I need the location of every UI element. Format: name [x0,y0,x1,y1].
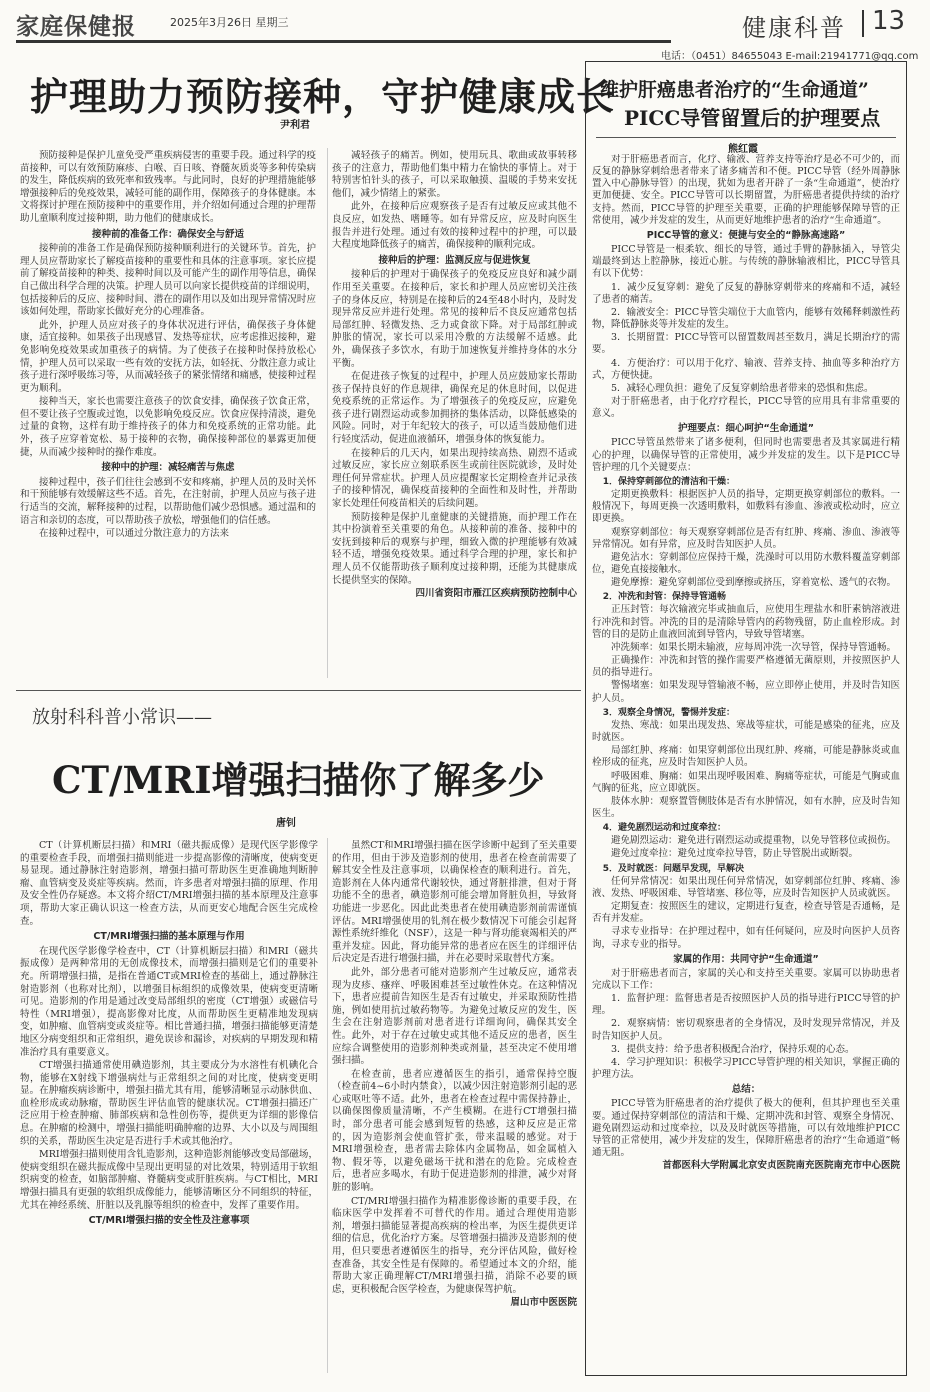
paragraph: 正压封管：每次输液完毕或抽血后，应使用生理盐水和肝素钠溶液进行冲洗和封管。冲洗的目的是清除导管内的药物残留，防止血栓形成。封管的目的是防止血液回流到导管内，导致导管堵塞。 [592,604,900,640]
paragraph: 接种后的护理对于确保孩子的免疫反应良好和减少副作用至关重要。在接种后，家长和护理人员应密切关注孩子的身体反应，特别是在接种后的24至48小时内，及时发现异常反应并进行处理。常见的接种后不良反应通常包括局部红肿、轻微发热、乏力或食欲下降。对于局部红肿或肿胀的情况，家长可以采用冷敷的方法缓解不适感。此外，确保孩子多饮水，有助于加速恢复并维持身体的水分平衡。 [332,269,577,369]
paragraph: 避免过度牵拉：避免过度牵拉导管，防止导管脱出或断裂。 [611,848,859,860]
paragraph: 寻求专业指导：在护理过程中，如有任何疑问，应及时向医护人员咨询，寻求专业的指导。 [592,926,900,950]
subheading: 接种前的准备工作：确保安全与舒适 [91,228,244,240]
contact-line: 电话：（0451）84655043 E-mail:21941771@qq.com [661,51,919,62]
paragraph: 任何异常情况：如果出现任何异常情况，如穿刺部位红肿、疼痛、渗液、发热、呼吸困难、导管堵塞、移位等，应及时告知医护人员或就医。 [592,875,900,899]
paragraph: MRI增强扫描则使用含钆造影剂，这种造影剂能够改变局部磁场，使病变组织在磁共振成像中呈现出更明显的对比效果，特别适用于软组织病变的检查，如脑部肿瘤、脊髓病变或肝脏疾病。与CT相比，MRI增强扫描具有更强的软组织成像能力，能够清晰区分不同组织的特征，尤其在神经系统、肝脏以及乳腺等组织的检查中，发挥了重要作用。 [20,1149,318,1211]
numbered-item: 2．观察病情：密切观察患者的全身情况，及时发现异常情况，并及时告知医护人员。 [592,1018,900,1042]
paragraph: 在接种过程中，可以通过分散注意力的方法来 [39,528,230,540]
numbered-item: 3．长期留置：PICC导管可以留置数周甚至数月，满足长期治疗的需要。 [592,332,900,356]
paragraph: 冲洗频率：如果长期未输液，应每周冲洗一次导管，保持导管通畅。 [611,641,897,653]
article1-title: 护理助力预防接种，守护健康成长 [30,74,616,119]
paragraph: 在现代医学影像学检查中，CT（计算机断层扫描）和MRI（磁共振成像）是两种常用的无创成像技术，而增强扫描则是它们的重要补充。所谓增强扫描，是指在普通CT或MRI检查的基础上，通过静脉注射造影剂（也称对比剂），以增强目标组织的成像效果，使病变更清晰可见。造影剂的作用是通过改变局部组织的密度（CT增强）或磁信号特性（MRI增强），提高影像对比度，从而帮助医生更精准地发现病变，如肿瘤、血管病变或炎症等。相比普通扫描，增强扫描能够更清楚地区分病变组织和正常组织，避免误诊和漏诊，对疾病的早期发现和精准治疗具有重要意义。 [20,945,318,1058]
paragraph: 此外，在接种后应观察孩子是否有过敏反应或其他不良反应，如发热、嗜睡等。如有异常反应，应及时向医生报告并进行处理。通过有效的接种过程中的护理，可以最大程度地降低孩子的痛苦，确保接种的顺利完成。 [332,201,577,251]
paragraph: 呼吸困难、胸痛：如果出现呼吸困难、胸痛等症状，可能是气胸或血气胸的征兆，应立即就医。 [592,770,900,794]
numbered-item: 1．减少反复穿刺：避免了反复的静脉穿刺带来的疼痛和不适，减轻了患者的痛苦。 [592,281,900,305]
column-divider [327,838,328,1373]
article3-title-line2: PICC导管留置后的护理要点 [624,106,881,130]
paragraph: 避免摩擦：避免穿刺部位受到摩擦或挤压，穿着宽松、透气的衣物。 [611,577,897,589]
paragraph: PICC导管虽然带来了诸多便利，但同时也需要患者及其家属进行精心的护理，以确保导管的正常使用，减少并发症的发生。以下是PICC导管护理的几个关键要点： [592,437,900,473]
numbered-item: 4．方便治疗：可以用于化疗、输液、营养支持、抽血等多种治疗方式，方便快捷。 [592,357,900,381]
subheading: 总结： [731,1084,761,1096]
numbered-item: 4．学习护理知识：积极学习PICC导管护理的相关知识，掌握正确的护理方法。 [592,1056,900,1081]
article2-author: 唐钊 [276,818,296,829]
paragraph: 此外，部分患者可能对造影剂产生过敏反应，通常表现为皮疹、瘙痒、呼吸困难甚至过敏性休克。在这种情况下，患者应提前告知医生是否有过敏史，并采取预防性措施，例如使用抗过敏药物等。为避免过敏反应的发生，医生会在注射造影剂前对患者进行详细询问，确保其安全性。此外，对于存在过敏史或其他不适反应的患者，医生应综合调整使用的造影剂种类或剂量，甚至决定不使用增强扫描。 [332,966,577,1067]
list-heading: 2．冲洗和封管：保持导管通畅 [602,592,727,603]
article1-column-2 [332,150,577,680]
masthead-rule [16,40,671,43]
column-divider [327,148,328,678]
article1-author: 尹利君 [280,120,310,131]
paragraph: 警惕堵塞：如果发现导管输液不畅，应立即停止使用，并及时告知医护人员。 [592,680,900,704]
paragraph: 减轻孩子的痛苦。例如，使用玩具、歌曲或故事转移孩子的注意力，帮助他们集中精力在愉快的事情上。对于特别害怕针头的孩子，可以采取触摸、温暖的手势来安抚他们，减少情绪上的紧张。 [332,150,577,199]
page-number: 13 [872,6,906,36]
article2-column-1 [20,840,318,1376]
list-heading: 4．避免剧烈运动和过度牵拉： [602,823,727,834]
paragraph: 定期更换敷料：根据医护人员的指导，定期更换穿刺部位的敷料。一般情况下，每周更换一次透明敷料，如敷料有渗血、渗液或松动时，应立即更换。 [592,489,900,525]
paragraph: CT/MRI增强扫描作为精准影像诊断的重要手段，在临床医学中发挥着不可替代的作用。通过合理使用造影剂，增强扫描能显著提高疾病的检出率，为医生提供更详细的信息，优化治疗方案。尽管增强扫描涉及造影剂的使用，但只要患者遵循医生的指导，充分评估风险，做好检查准备，其安全性是有保障的。希望通过本文的介绍，能帮助大家正确理解CT/MRI增强扫描，消除不必要的顾虑，更积极配合医学检查，为健康保驾护航。 [332,1195,577,1295]
subheading: PICC导管的意义：便捷与安全的“静脉高速路” [646,229,846,241]
subheading: 接种中的护理：减轻痛苦与焦虑 [101,462,235,474]
list-heading: 5．及时就医：问题早发现，早解决 [602,863,745,874]
section-name: 健康科普 [742,14,846,42]
paragraph: 虽然CT和MRI增强扫描在医学诊断中起到了至关重要的作用，但由于涉及造影剂的使用，患者在检查前需要了解其安全性及注意事项，以确保检查的顺利进行。首先，造影剂在人体内通常代谢较快，通过肾脏排泄，但对于肾功能不全的患者，碘造影剂可能会增加肾脏负担，导致肾功能进一步恶化。因此此类患者在使用碘造影剂前需谨慎评估。MRI增强使用的钆剂在极少数情况下可能会引起肾源性系统纤维化（NSF），这是一种与肾功能衰竭相关的严重并发症。因此，肾功能异常的患者应在医生的详细评估后决定是否进行增强扫描，并在必要时采取替代方案。 [332,840,577,965]
paragraph: 局部红肿、疼痛：如果穿刺部位出现红肿、疼痛，可能是静脉炎或血栓形成的征兆，应及时告知医护人员。 [592,745,900,769]
issue-date: 2025年3月26日 星期三 [170,16,289,29]
paper-name: 家庭保健报 [16,14,136,40]
numbered-item: 5．减轻心理负担：避免了反复穿刺给患者带来的恐惧和焦虑。 [611,382,874,394]
subheading: 接种后的护理：监测反应与促进恢复 [378,254,531,266]
article1-column-1 [20,150,316,680]
section-rule [16,690,581,691]
paragraph: 预防接种是保护儿童免受严重疾病侵害的重要手段。通过科学的疫苗接种，可以有效预防麻疹、白喉、百日咳、脊髓灰质炎等多种传染病的发生，降低疾病的致死率和致残率。与此同时，良好的护理措施能够增强接种后的免疫效果，减轻可能的副作用，保障孩子的身体健康。本文将探讨护理在预防接种中的重要作用，并介绍如何通过合理的护理帮助儿童顺利度过接种期，助力他们的健康成长。 [20,150,316,224]
subheading: CT/MRI增强扫描的安全性及注意事项 [88,1215,250,1227]
paragraph: 避免剧烈运动：避免进行剧烈运动或提重物，以免导管移位或损伤。 [611,835,897,847]
subheading: 护理要点：细心呵护“生命通道” [678,423,814,435]
paragraph: 接种前的准备工作是确保预防接种顺利进行的关键环节。首先，护理人员应帮助家长了解疫苗接种的重要性和具体的注意事项。家长应提前了解疫苗接种的种类、接种时间以及可能产生的副作用等信息，确保自己做出科学合理的决策。护理人员可以向家长提供疫苗的详细说明，包括接种后的反应、接种时间、潜在的副作用以及如出现异常情况时应该如何处理，帮助家长做好充分的心理准备。 [20,243,316,318]
numbered-item: 2．输液安全：PICC导管尖端位于大血管内，能够有效稀释刺激性药物，降低静脉炎等并发症的发生。 [592,306,900,331]
paragraph: CT（计算机断层扫描）和MRI（磁共振成像）是现代医学影像学的重要检查手段，而增强扫描则能进一步提高影像的清晰度，使病变更易显现。通过静脉注射造影剂，增强扫描可帮助医生更准确地判断肿瘤、血管病变及炎症等疾病。然而，许多患者对增强扫描的原理、作用及安全性仍存疑惑。本文将介绍CT/MRI增强扫描的基本原理及注意事项，帮助大家正确认识这一检查方法，从而更安心地配合医生完成检查。 [20,840,318,927]
paragraph: 预防接种是保护儿童健康的关键措施，而护理工作在其中扮演着至关重要的角色。从接种前的准备、接种中的安抚到接种后的观察与护理，细致入微的护理能够有效减轻不适，增强免疫效果。通过科学合理的护理，家长和护理人员不仅能帮助孩子顺利度过接种期，还能为其健康成长提供坚实的保障。 [332,511,577,586]
paragraph: 观察穿刺部位：每天观察穿刺部位是否有红肿、疼痛、渗血、渗液等异常情况。如有异常，应及时告知医护人员。 [592,526,900,550]
affiliation: 眉山市中医医院 [510,1297,577,1309]
affiliation: 首都医科大学附属北京安贞医院南充医院南充市中心医院 [662,1160,900,1172]
article2-title: CT/MRI增强扫描你了解多少 [52,758,545,802]
numbered-item: 1．监督护理：监督患者是否按照医护人员的指导进行PICC导管的护理。 [592,993,900,1017]
affiliation: 四川省资阳市雁江区疾病预防控制中心 [415,588,577,600]
paragraph: 肢体水肿：观察置管侧肢体是否有水肿情况，如有水肿，应及时告知医生。 [592,795,900,819]
article3-body [592,154,900,1370]
paragraph: 接种过程中，孩子们往往会感到不安和疼痛，护理人员的及时关怀和干预能够有效缓解这些不适。首先，在注射前，护理人员应与孩子进行适当的交流，解释接种的过程，以帮助他们减少恐惧感。通过温和的语言和亲切的态度，可以帮助孩子放松，增强他们的信任感。 [20,476,316,526]
masthead-divider [862,10,864,37]
paragraph: PICC导管是一根柔软、细长的导管，通过手臂的静脉插入，导管尖端最终到达上腔静脉，接近心脏。与传统的静脉输液相比，PICC导管具有以下优势： [592,244,900,280]
paragraph: 避免沾水：穿刺部位应保持干燥，洗澡时可以用防水敷料覆盖穿刺部位，避免直接接触水。 [592,551,900,575]
paragraph: 定期复查：按照医生的建议，定期进行复查，检查导管是否通畅，是否有并发症。 [592,901,900,925]
subheading: 家属的作用：共同守护“生命通道” [673,953,819,965]
article3-title-line1: 维护肝癌患者治疗的“生命通道” [600,79,869,101]
list-heading: 1．保持穿刺部位的清洁和干燥： [602,476,736,487]
paragraph: 在促进孩子恢复的过程中，护理人员应鼓励家长帮助孩子保持良好的作息规律，确保充足的休息时间，以促进免疫系统的正常运作。为了增强孩子的免疫反应，应避免孩子进行剧烈运动或参加拥挤的集体活动，以降低感染的风险。同时，对于年纪较大的孩子，可以适当鼓励他们进行轻度活动，促进血液循环，增强身体的恢复能力。 [332,371,577,446]
paragraph: 对于肝癌患者而言，家属的关心和支持至关重要。家属可以协助患者完成以下工作： [592,967,900,991]
list-heading: 3．观察全身情况，警惕并发症： [602,707,736,718]
article3-author: 熊红霞 [728,144,758,155]
article2-column-2 [332,840,577,1376]
paragraph: CT增强扫描通常使用碘造影剂，其主要成分为水溶性有机碘化合物，能够在X射线下增强病灶与正常组织之间的对比度，使病变更明显。在肿瘤疾病诊断中，增强扫描尤其有用，能够清晰显示动脉供血、血栓形成或动脉瘤，帮助医生评估血管的健康状况。CT增强扫描还广泛应用于检查肿瘤、肺部疾病和急性创伤等，提供更为详细的影像信息。在肿瘤的检测中，增强扫描能明确肿瘤的边界、大小以及与周围组织的关系，帮助医生决定是否进行手术或其他治疗。 [20,1060,318,1147]
paragraph: 在接种后的几天内，如果出现持续高热、剧烈不适或过敏反应，家长应立刻联系医生或前往医院就诊，及时处理任何异常症状。护理人员应提醒家长定期检查并记录孩子的接种情况，确保疫苗接种的全面性和及时性，并帮助家长处理任何疫苗相关的后续问题。 [332,447,577,510]
paragraph: 发热、寒战：如果出现发热、寒战等症状，可能是感染的征兆，应及时就医。 [592,719,900,744]
numbered-item: 3．提供支持：给予患者积极配合治疗，保持乐观的心态。 [611,1043,855,1055]
paragraph: 对于肝癌患者，由于化疗疗程长，PICC导管的应用具有非常重要的意义。 [592,395,900,420]
subheading: CT/MRI增强扫描的基本原理与作用 [93,931,245,943]
paragraph: 接种当天，家长也需要注意孩子的饮食安排，确保孩子饮食正常，但不要让孩子空腹或过饱，以免影响免疫反应。饮食应保持清淡，避免过量的食物，这样有助于维持孩子的体力和免疫系统的正常功能。此外，孩子应穿着宽松、易于接种的衣物，确保接种部位的暴露更加便捷，从而减少接种时的操作难度。 [20,396,316,458]
article2-kicker: 放射科科普小常识—— [32,707,212,728]
article3-title-rule [596,137,896,138]
paragraph: 此外，护理人员应对孩子的身体状况进行评估，确保孩子身体健康，适宜接种。如果孩子出现感冒、发热等症状，应考虑推迟接种，避免影响免疫效果或加重孩子的病情。为了使孩子在接种时保持放松心情，护理人员可以采取一些有效的安抚方法，如轻抚、分散注意力或让孩子进行深呼吸练习等，从而减轻孩子的紧张情绪和痛感，使接种过程更为顺利。 [20,319,316,394]
paragraph: PICC导管为肝癌患者的治疗提供了极大的便利，但其护理也至关重要。通过保持穿刺部位的清洁和干燥、定期冲洗和封管、观察全身情况、避免剧烈运动和过度牵拉，以及及时就医等措施，可以有效地维护PICC导管的正常使用，减少并发症的发生，保障肝癌患者的治疗“生命通道”畅通无阻。 [592,1098,900,1159]
paragraph: 在检查前，患者应遵循医生的指引，通常保持空腹（检查前4~6小时内禁食），以减少因注射造影剂引起的恶心或呕吐等不适。此外，患者在检查过程中需保持静止，以确保图像质量清晰，不产生模糊。在进行CT增强扫描时，部分患者可能会感到短暂的热感，这种反应是正常的，因为造影剂会使血管扩张，带来温暖的感觉。对于MRI增强检查，患者需去除体内金属物品，如金属植入物、假牙等，以避免磁场干扰和潜在的危险。完成检查后，患者应多喝水，有助于促进造影剂的排泄，减少对肾脏的影响。 [332,1068,577,1194]
masthead [0,0,930,62]
paragraph: 正确操作：冲洗和封管的操作需要严格遵循无菌原则，并按照医护人员的指导进行。 [592,655,900,679]
paragraph: 对于肝癌患者而言，化疗、输液、营养支持等治疗是必不可少的，而反复的静脉穿刺给患者带来了诸多痛苦和不便。PICC导管（经外周静脉置入中心静脉导管）的出现，犹如为患者开辟了一条“生命通道”，使治疗更加便捷、安全。PICC导管可以长期留置，为肝癌患者提供持续的治疗支持。然而，PICC导管的护理至关重要，正确的护理能够保障导管的正常使用，减少并发症的发生，从而更好地维护患者的治疗“生命通道”。 [592,154,900,226]
